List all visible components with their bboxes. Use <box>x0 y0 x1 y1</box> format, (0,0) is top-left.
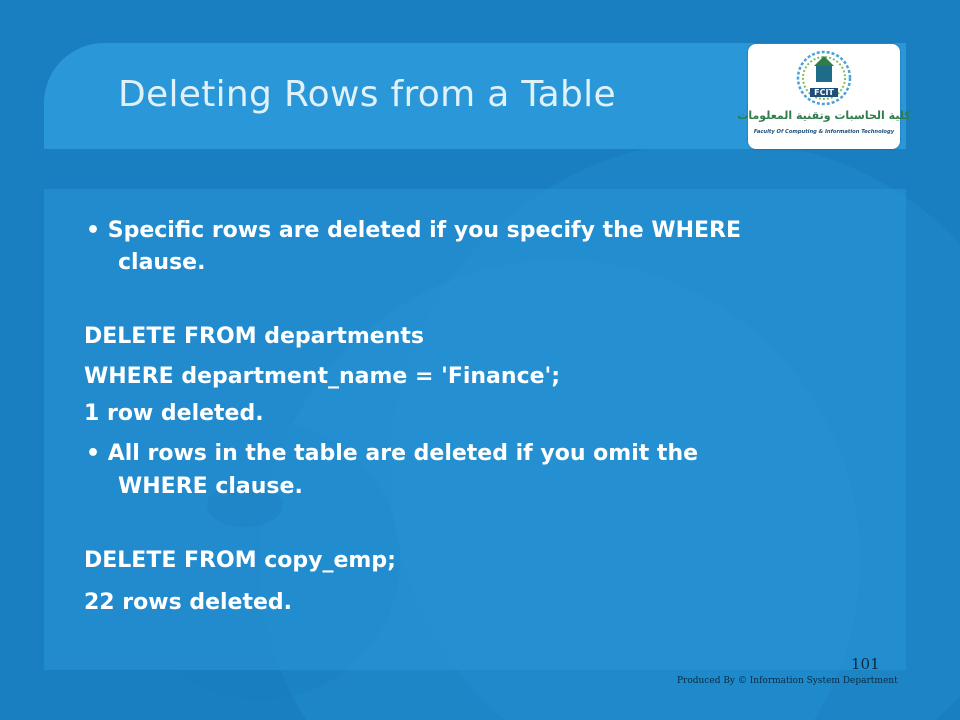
footer-credit: Produced By © Information System Department <box>677 676 898 686</box>
bullet-2-line-1: • All rows in the table are deleted if you omit the <box>86 441 699 466</box>
logo-english-text: Faculty Of Computing & Information Technology <box>753 129 895 135</box>
sql-1-line-1: DELETE FROM departments <box>84 324 425 349</box>
sql-1-line-2: WHERE department_name = 'Finance'; <box>84 364 561 389</box>
logo-arabic-text: كلية الحاسبات وتقنية المعلومات <box>737 109 911 122</box>
bullet-2-line-2: WHERE clause. <box>118 474 303 499</box>
slide-title: Deleting Rows from a Table <box>118 74 616 115</box>
bullet-1-line-1: • Specific rows are deleted if you specify the WHERE <box>86 218 742 243</box>
result-1: 1 row deleted. <box>84 401 264 426</box>
sql-2-line-1: DELETE FROM copy_emp; <box>84 548 396 573</box>
logo-abbr: FCIT <box>814 88 834 97</box>
fcit-logo <box>737 44 911 149</box>
page-number: 101 <box>851 655 880 673</box>
result-2: 22 rows deleted. <box>84 590 292 615</box>
bullet-1-line-2: clause. <box>118 250 206 275</box>
